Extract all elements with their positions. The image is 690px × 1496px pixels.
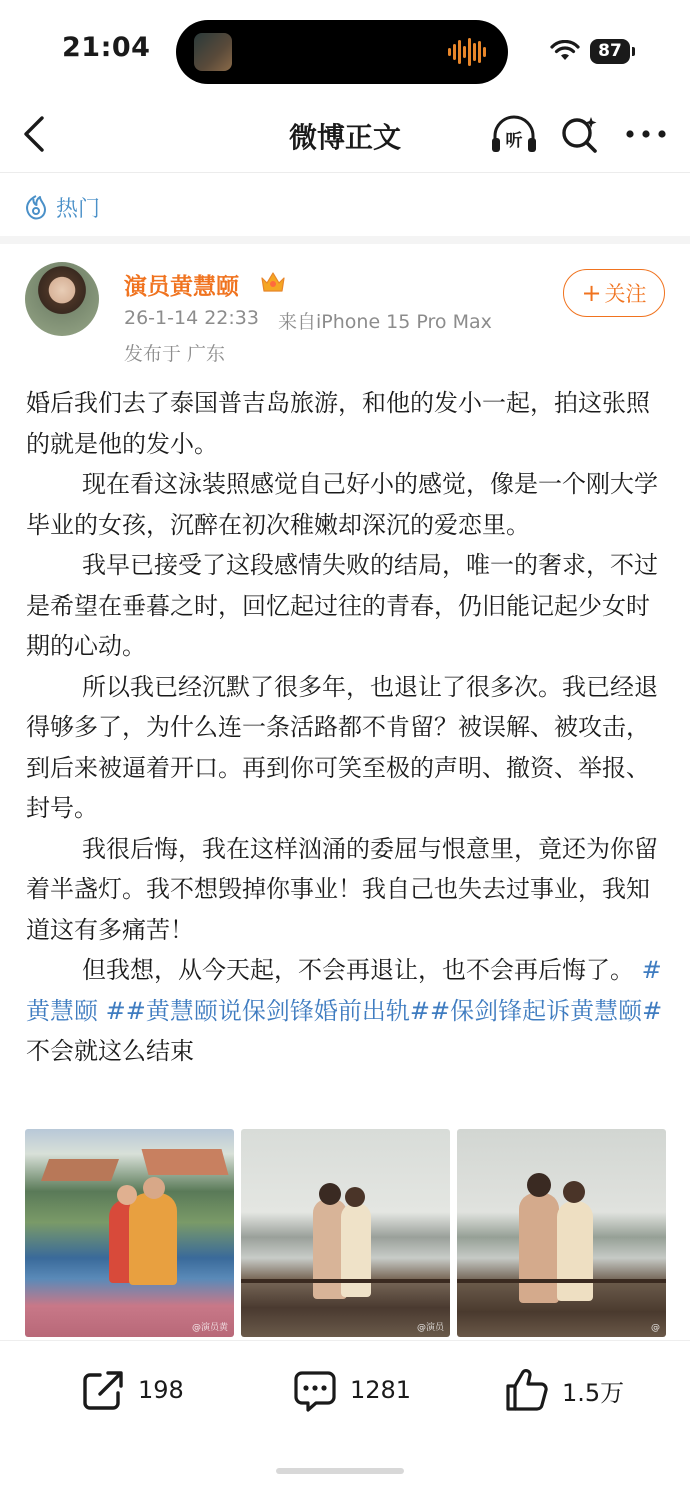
dynamic-island[interactable] [176,20,508,84]
post-paragraph: 我早已接受了这段感情失败的结局，唯一的奢求，不过是希望在垂暮之时，回忆起过往的青春，仍旧能记起少女时期的心动。 [26,551,658,660]
share-count: 198 [138,1376,184,1404]
now-playing-artwork [194,33,232,71]
post-text: 但我想，从今天起，不会再退让，也不会再后悔了。 [82,956,634,984]
post-photo[interactable] [25,1129,234,1337]
hot-badge[interactable] [24,190,100,224]
status-icons [550,36,630,66]
post-paragraph: 现在看这泳装照感觉自己好小的感觉，像是一个刚大学毕业的女孩，沉醉在初次稚嫩却深沉的爱恋里。 [26,470,658,539]
post-timestamp: 26-1-14 22:33 [124,307,259,329]
photo-watermark: @演员黄 [191,1323,228,1333]
home-indicator[interactable] [276,1468,404,1474]
railing [457,1279,666,1283]
comment-count: 1281 [350,1376,412,1404]
post-paragraph: 婚后我们去了泰国普吉岛旅游，和他的发小一起，拍这张照的就是他的发小。 [26,389,650,458]
post-location: 发布于 广东 [124,343,226,365]
head-shape [563,1181,585,1203]
nav-divider [0,172,690,173]
roof-shape [41,1159,119,1181]
hot-label: 热门 [56,196,101,222]
status-bar [0,0,690,100]
post-photo[interactable] [241,1129,450,1337]
head-shape [527,1173,551,1197]
post-photo[interactable] [457,1129,666,1337]
person-figure [129,1193,177,1285]
search-icon[interactable] [560,114,600,154]
comment-icon [292,1367,338,1413]
follow-label: 关注 [604,282,647,306]
section-separator [0,236,690,244]
comment-button[interactable] [292,1365,411,1415]
wifi-icon [550,40,580,62]
avatar[interactable] [25,262,99,336]
action-divider [0,1340,690,1341]
head-shape [319,1183,341,1205]
share-icon [80,1367,126,1413]
follow-button[interactable] [563,269,665,317]
person-figure [519,1193,559,1303]
face-shape [117,1185,137,1205]
more-options-icon[interactable] [624,124,668,144]
nav-bar [0,100,690,172]
photo-watermark: @ [651,1323,660,1333]
post-text-tail: 不会就这么结束 [26,1037,194,1065]
post-source: 来自iPhone 15 Pro Max [278,311,492,333]
svg-text:听: 听 [505,131,523,151]
post-paragraph-last [26,950,666,1072]
audio-wave-icon [448,38,488,66]
hashtag-links[interactable]: #黄慧颐 ##黄慧颐说保剑锋婚前出轨##保剑锋起诉黄慧颐# [26,956,663,1025]
status-time: 21:04 [62,32,151,63]
plus-icon: + [581,279,602,307]
share-button[interactable] [80,1365,184,1415]
thumbs-up-icon [504,1367,550,1413]
like-count: 1.5万 [562,1378,625,1407]
post-paragraph: 我很后悔，我在这样汹涌的委屈与恨意里，竟还为你留着半盏灯。我不想毁掉你事业！我自己也失去过事业，我知道这有多痛苦！ [26,834,658,944]
person-figure [557,1201,593,1301]
battery-indicator: 87 [590,39,630,64]
author-name[interactable]: 演员黄慧颐 [124,274,239,300]
page-title: 微博正文 [288,121,401,154]
railing [241,1279,450,1283]
post-paragraph: 所以我已经沉默了很多年，也退让了很多次。我已经退得够多了，为什么连一条活路都不肯留？被误解、被攻击，到后来被逼着开口。再到你可笑至极的声明、撤资、举报、封号。 [26,672,658,822]
listen-headphone-icon[interactable] [490,112,538,156]
post-body [26,383,666,1072]
photo-watermark: @演员 [416,1323,444,1333]
roof-shape [142,1149,229,1175]
head-shape [345,1187,365,1207]
face-shape [143,1177,165,1199]
like-button[interactable] [504,1365,624,1415]
vip-crown-icon [259,269,287,295]
hot-fire-icon [24,194,48,220]
